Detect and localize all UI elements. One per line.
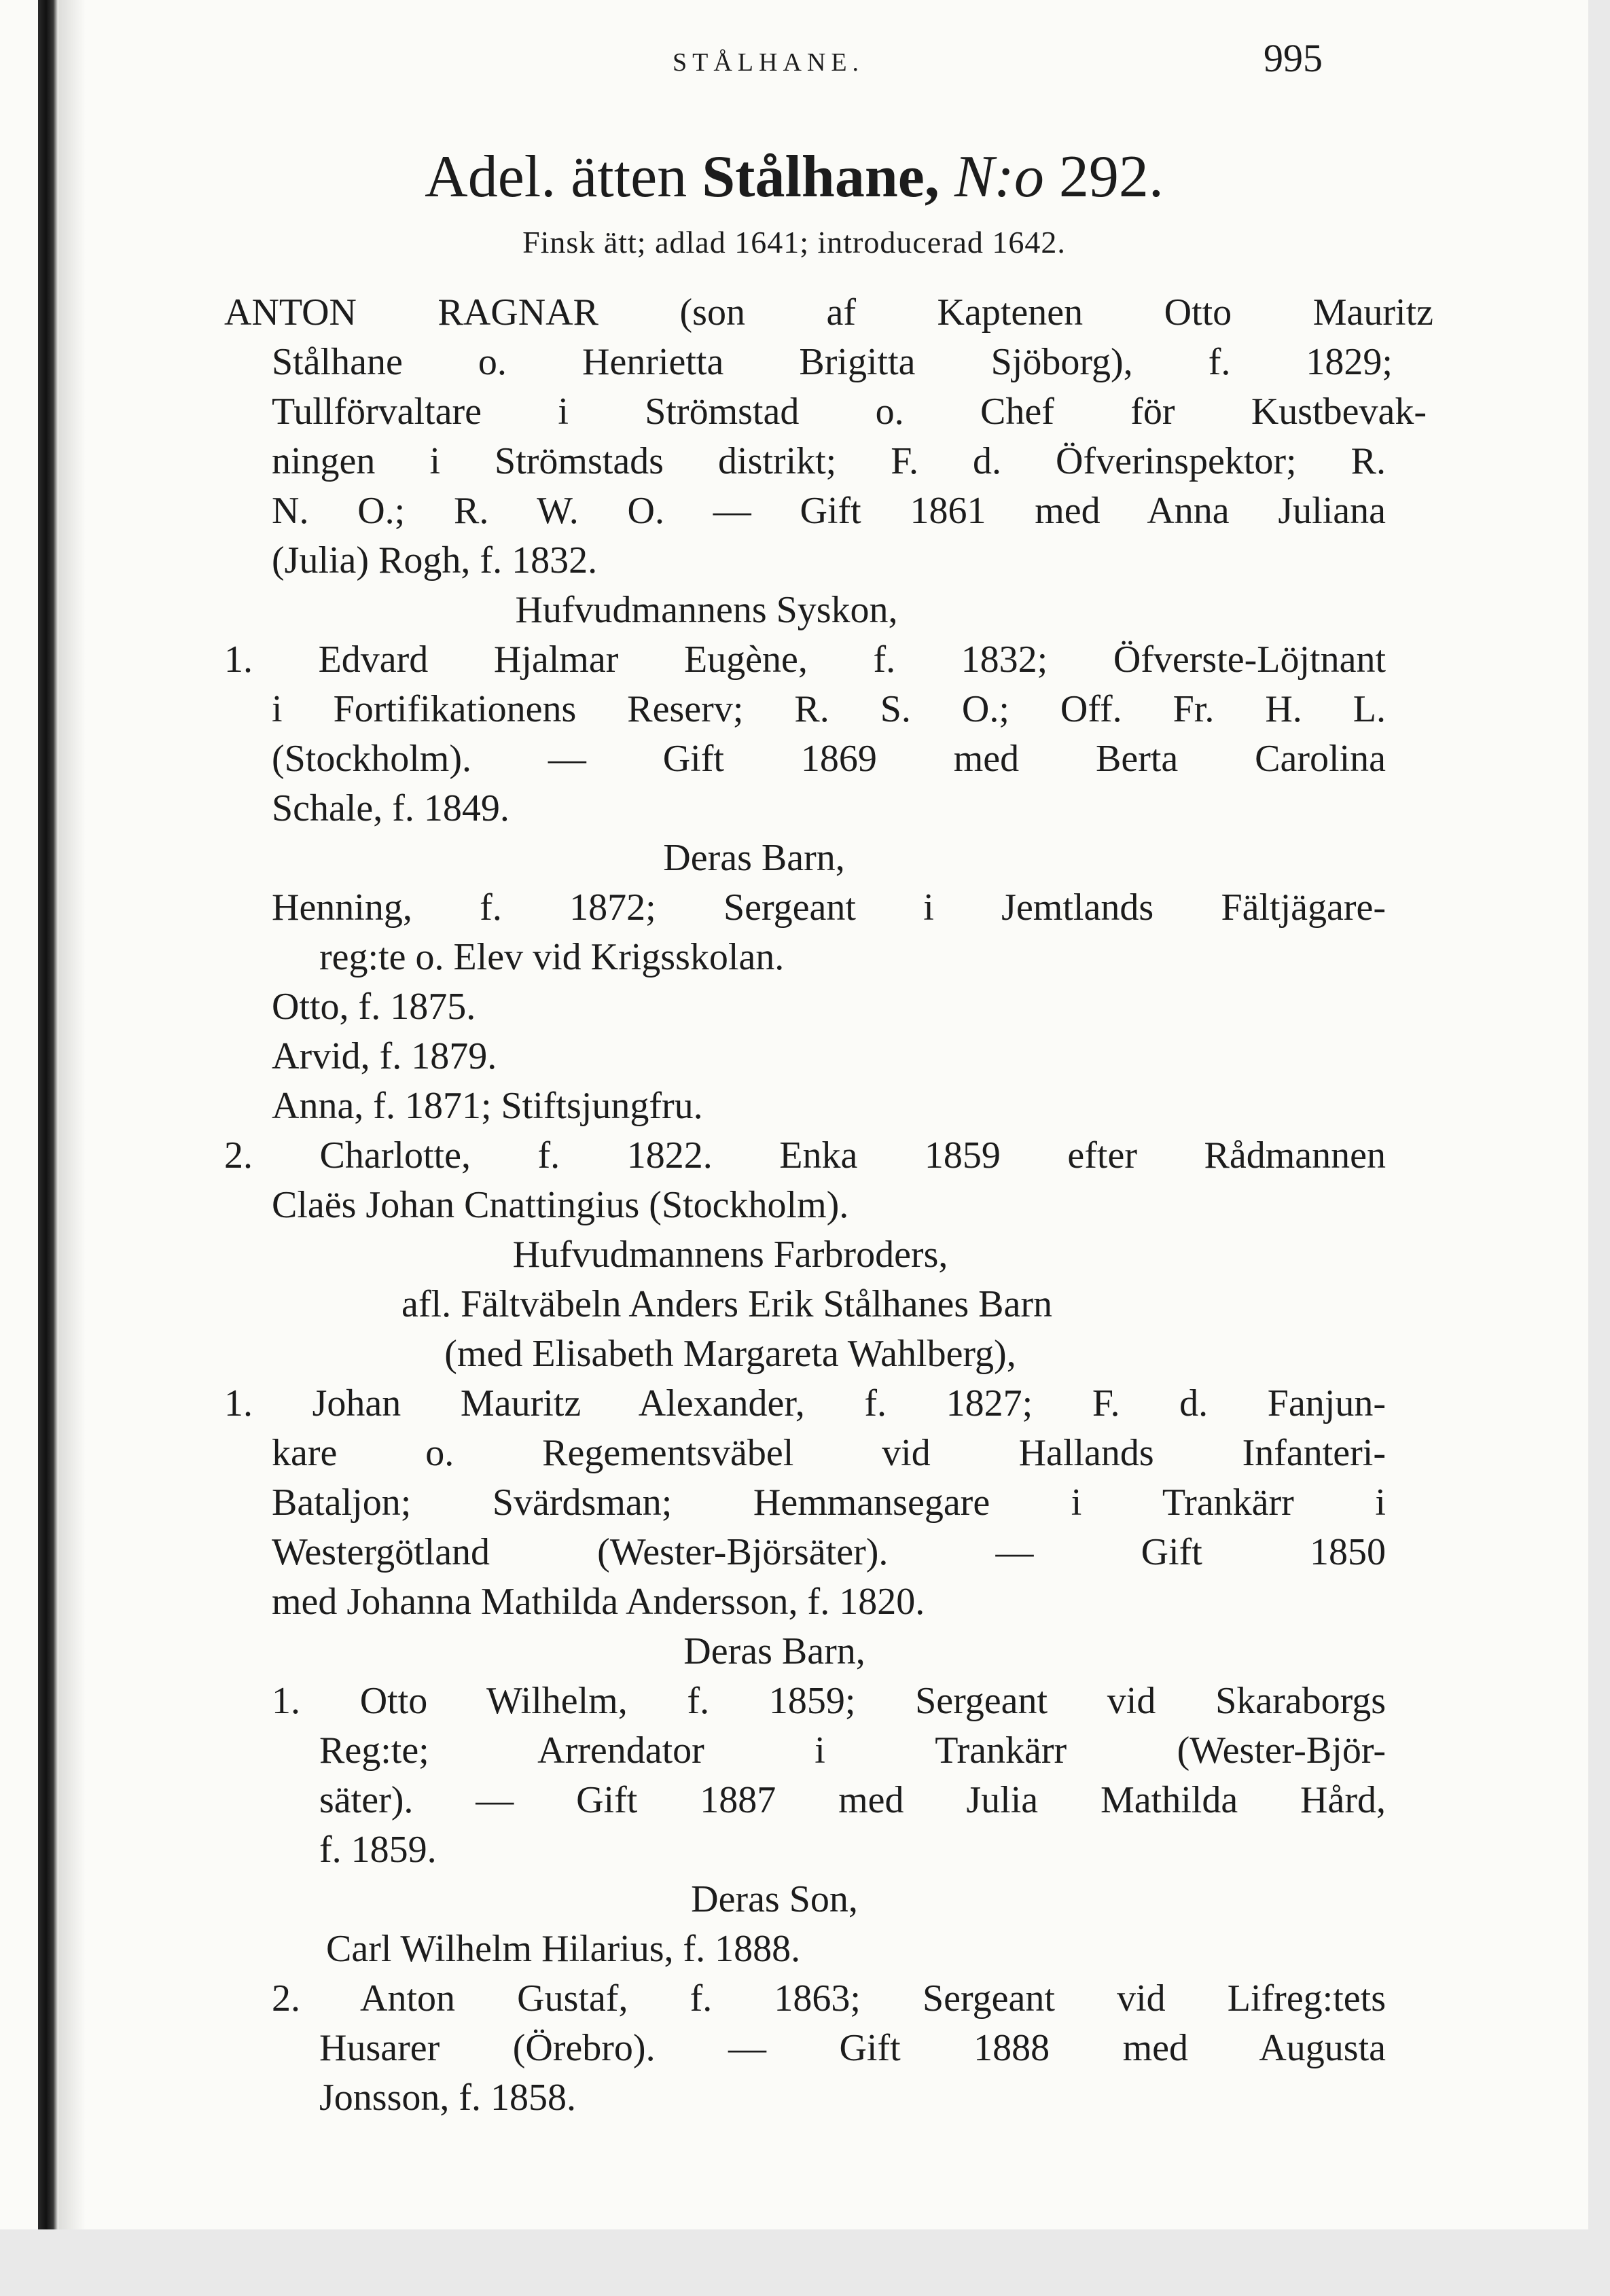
text-line: säter). — Gift 1887 med Julia Mathilda Hård, bbox=[319, 1779, 1386, 1821]
text-line: (Stockholm). — Gift 1869 med Berta Carolina bbox=[272, 738, 1386, 780]
section-heading: Deras Barn, bbox=[683, 1630, 865, 1672]
text-line: Claës Johan Cnattingius (Stockholm). bbox=[272, 1184, 849, 1226]
section-heading: Hufvudmannens Syskon, bbox=[515, 589, 898, 631]
title-prefix: Adel. ätten bbox=[425, 144, 687, 210]
text-line: Carl Wilhelm Hilarius, f. 1888. bbox=[326, 1928, 801, 1970]
text-line: med Johanna Mathilda Andersson, f. 1820. bbox=[272, 1581, 925, 1623]
section-heading: afl. Fältväbeln Anders Erik Stålhanes Barn bbox=[401, 1283, 1052, 1325]
book-spine bbox=[38, 0, 58, 2229]
text-line: Jonsson, f. 1858. bbox=[319, 2077, 577, 2119]
spine-shadow bbox=[58, 0, 86, 2229]
text-line: Schale, f. 1849. bbox=[272, 787, 509, 829]
title-number-label: N:o bbox=[954, 144, 1044, 210]
text-line: ANTON RAGNAR (son af Kaptenen Otto Mauritz bbox=[224, 291, 1433, 334]
section-heading: Hufvudmannens Farbroders, bbox=[512, 1234, 948, 1276]
page-title bbox=[0, 143, 1588, 211]
text-line: Reg:te; Arrendator i Trankärr (Wester-Björ- bbox=[319, 1729, 1386, 1772]
running-head: STÅLHANE. bbox=[673, 48, 865, 77]
text-line: Otto, f. 1875. bbox=[272, 986, 476, 1028]
text-line: 2. Anton Gustaf, f. 1863; Sergeant vid Lifreg:tets bbox=[272, 1977, 1386, 2020]
page-subtitle: Finsk ätt; adlad 1641; introducerad 1642. bbox=[522, 225, 1066, 259]
text-line: 1. Edvard Hjalmar Eugène, f. 1832; Öfverste-Löjtnant bbox=[224, 639, 1386, 681]
page-number: 995 bbox=[1264, 36, 1323, 80]
text-line: Bataljon; Svärdsman; Hemmansegare i Trankärr i bbox=[272, 1482, 1386, 1524]
text-line: Westergötland (Wester-Björsäter). — Gift 1850 bbox=[272, 1531, 1386, 1573]
title-number-value: 292. bbox=[1058, 144, 1164, 210]
text-line: kare o. Regementsväbel vid Hallands Infanteri- bbox=[272, 1432, 1386, 1474]
text-line: Arvid, f. 1879. bbox=[272, 1035, 497, 1077]
text-line: 1. Otto Wilhelm, f. 1859; Sergeant vid Skaraborgs bbox=[272, 1680, 1386, 1722]
text-line: (Julia) Rogh, f. 1832. bbox=[272, 539, 598, 581]
text-line: ningen i Strömstads distrikt; F. d. Öfverinspektor; R. bbox=[272, 440, 1386, 482]
text-line: Husarer (Örebro). — Gift 1888 med Augusta bbox=[319, 2027, 1386, 2069]
section-heading: (med Elisabeth Margareta Wahlberg), bbox=[444, 1333, 1016, 1375]
text-line: Henning, f. 1872; Sergeant i Jemtlands Fältjägare- bbox=[272, 886, 1386, 929]
text-line: Anna, f. 1871; Stiftsjungfru. bbox=[272, 1085, 703, 1127]
text-line: f. 1859. bbox=[319, 1829, 437, 1871]
text-line: Tullförvaltare i Strömstad o. Chef för Kustbevak- bbox=[272, 391, 1427, 433]
title-family-name: Stålhane, bbox=[702, 144, 940, 210]
text-line: 2. Charlotte, f. 1822. Enka 1859 efter Rådmannen bbox=[224, 1134, 1386, 1177]
text-line: N. O.; R. W. O. — Gift 1861 med Anna Juliana bbox=[272, 490, 1386, 532]
text-line: reg:te o. Elev vid Krigsskolan. bbox=[319, 936, 785, 978]
text-line: 1. Johan Mauritz Alexander, f. 1827; F. d. Fanjun- bbox=[224, 1382, 1386, 1424]
text-line: Stålhane o. Henrietta Brigitta Sjöborg), f. 1829; bbox=[272, 341, 1393, 383]
section-heading: Deras Barn, bbox=[663, 837, 845, 879]
section-heading: Deras Son, bbox=[691, 1878, 858, 1920]
text-line: i Fortifikationens Reserv; R. S. O.; Off. Fr. H. L. bbox=[272, 688, 1386, 730]
